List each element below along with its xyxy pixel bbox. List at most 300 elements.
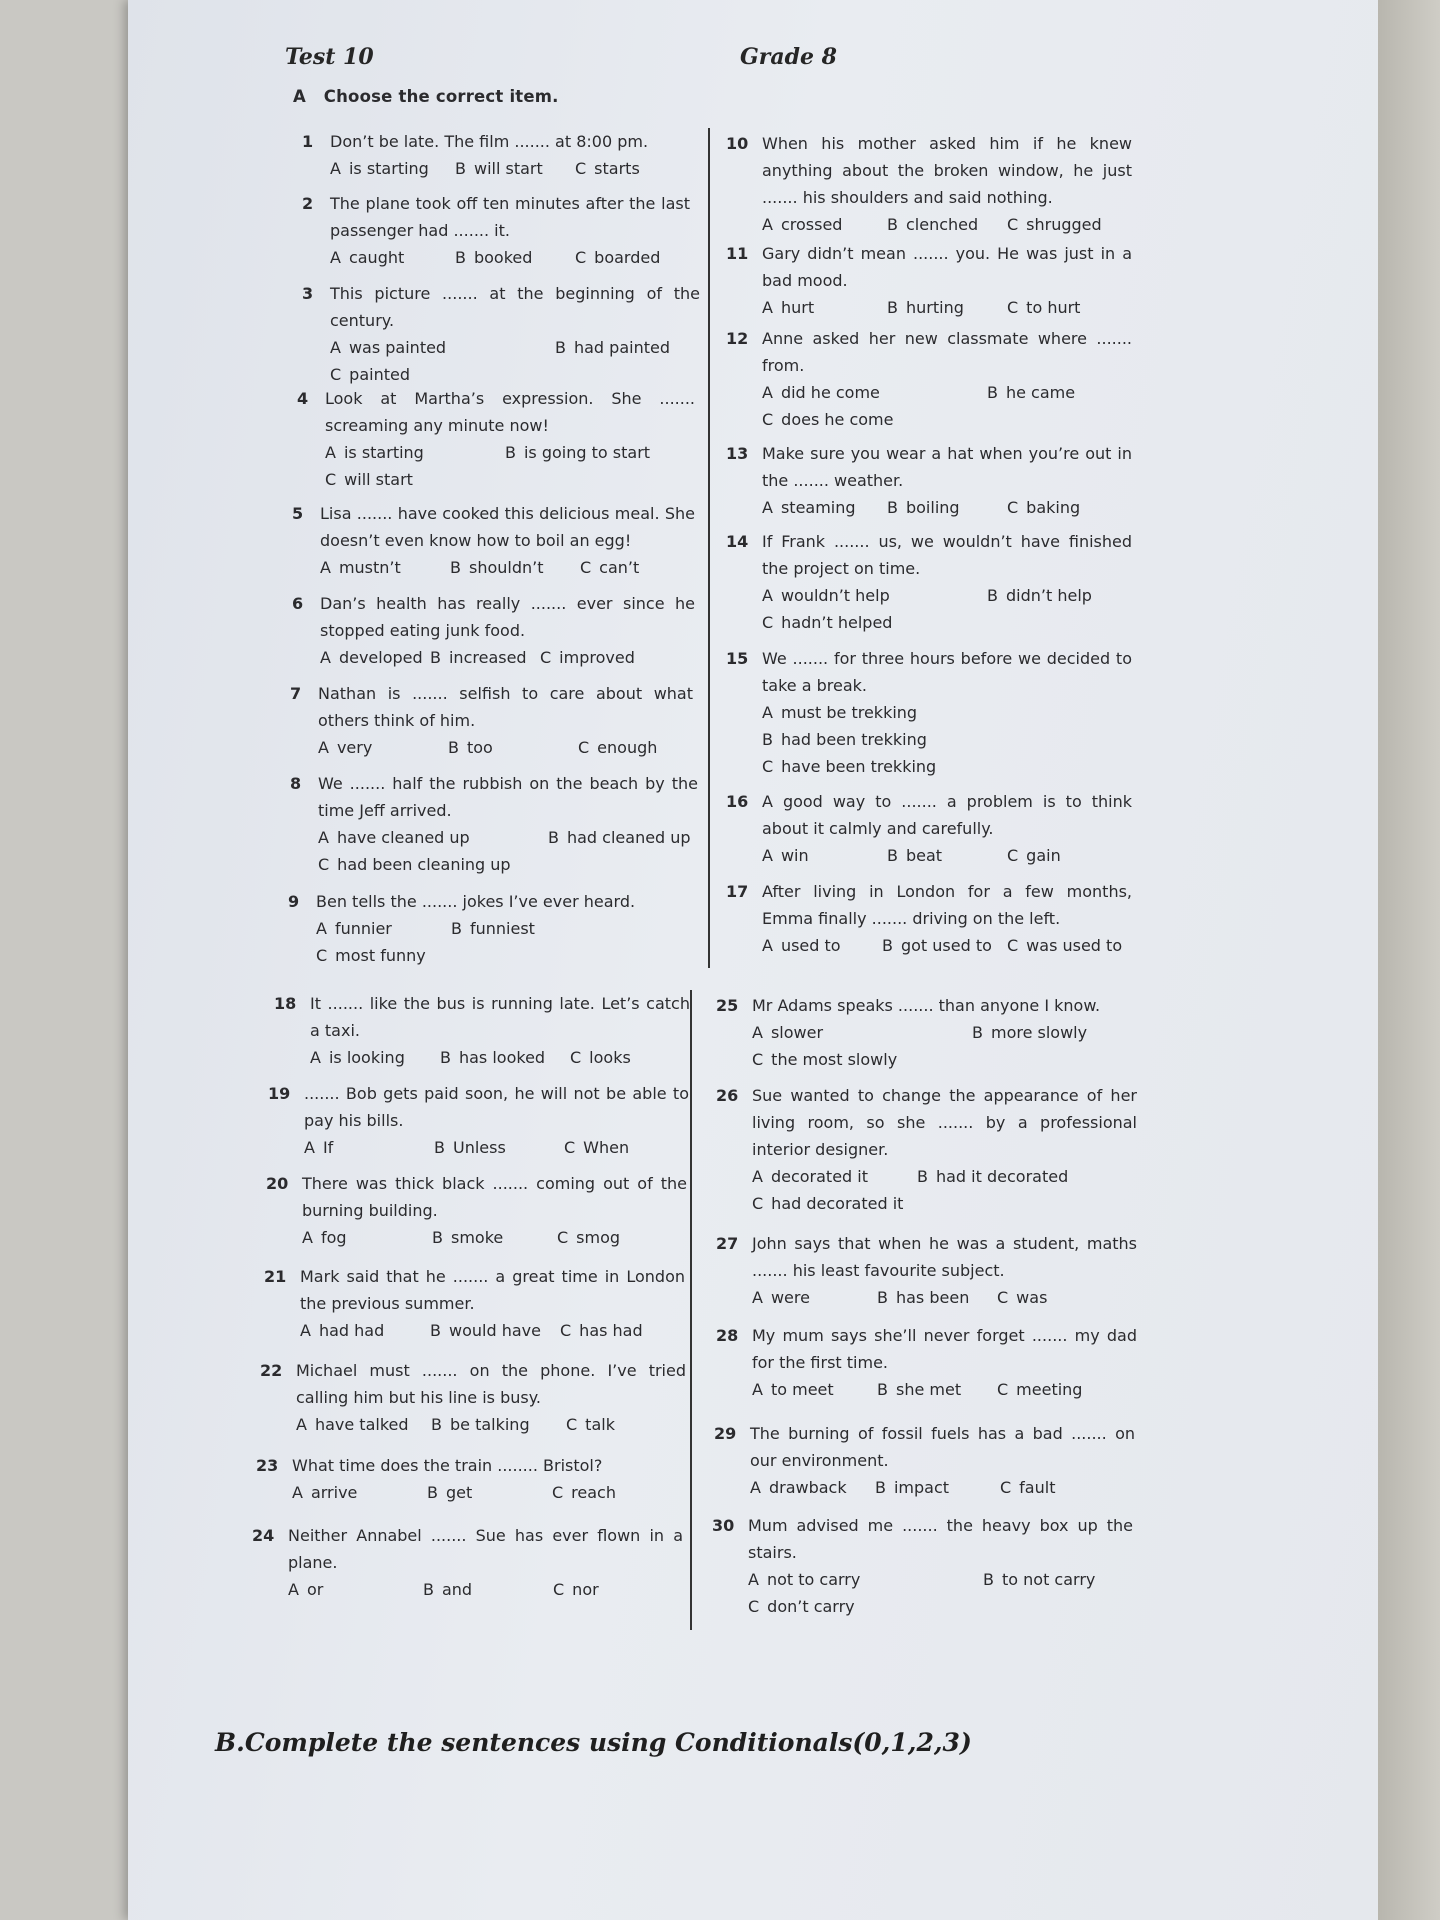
question-3 bbox=[302, 280, 700, 388]
answer-option-b[interactable] bbox=[434, 1134, 564, 1161]
answer-options bbox=[752, 1284, 1137, 1311]
answer-options bbox=[302, 1224, 687, 1251]
option-letter: B bbox=[434, 1138, 445, 1157]
option-letter: A bbox=[762, 846, 773, 865]
question-number: 3 bbox=[302, 284, 314, 303]
question-number: 15 bbox=[726, 649, 749, 668]
option-letter: C bbox=[553, 1580, 565, 1599]
question-stem: Mark said that he ....... a great time in London the previous summer. bbox=[300, 1267, 685, 1313]
question-number: 18 bbox=[274, 994, 297, 1013]
option-text: had it decorated bbox=[935, 1167, 1069, 1186]
option-letter: A bbox=[762, 586, 773, 605]
option-text: talk bbox=[585, 1415, 615, 1434]
answer-option-b[interactable] bbox=[983, 1566, 1133, 1593]
option-letter: B bbox=[451, 919, 462, 938]
section-b-heading: B.Complete the sentences using Conditionals(0,1,2,3) bbox=[215, 1728, 972, 1757]
column-divider bbox=[708, 128, 710, 968]
question-2 bbox=[302, 190, 690, 271]
option-letter: C bbox=[560, 1321, 572, 1340]
option-letter: C bbox=[762, 613, 774, 632]
option-letter: B bbox=[983, 1570, 994, 1589]
answer-option-c[interactable] bbox=[575, 155, 685, 182]
answer-option-c[interactable] bbox=[762, 609, 893, 636]
option-text: must be trekking bbox=[780, 703, 918, 722]
answer-option-a[interactable] bbox=[752, 1019, 972, 1046]
option-text: mustn’t bbox=[338, 558, 401, 577]
option-letter: C bbox=[330, 365, 342, 384]
answer-option-a[interactable] bbox=[296, 1411, 431, 1438]
option-text: slower bbox=[770, 1023, 824, 1042]
answer-option-c[interactable] bbox=[762, 753, 1062, 780]
question-stem: What time does the train ........ Bristol? bbox=[292, 1456, 603, 1475]
question-number: 14 bbox=[726, 532, 749, 551]
question-number: 22 bbox=[260, 1361, 283, 1380]
option-letter: A bbox=[325, 443, 336, 462]
answer-option-a[interactable] bbox=[300, 1317, 430, 1344]
question-1 bbox=[302, 128, 690, 182]
answer-option-b[interactable] bbox=[427, 1479, 552, 1506]
answer-option-c[interactable] bbox=[997, 1376, 1107, 1403]
answer-option-b[interactable] bbox=[917, 1163, 1097, 1190]
option-letter: A bbox=[330, 338, 341, 357]
option-text: and bbox=[441, 1580, 473, 1599]
question-number: 30 bbox=[712, 1516, 735, 1535]
answer-option-c[interactable] bbox=[748, 1593, 868, 1620]
question-stem: ....... Bob gets paid soon, he will not be able to pay his bills. bbox=[304, 1084, 689, 1130]
answer-option-a[interactable] bbox=[762, 494, 887, 521]
answer-option-b[interactable] bbox=[887, 842, 1007, 869]
option-text: smoke bbox=[450, 1228, 504, 1247]
answer-option-b[interactable] bbox=[877, 1284, 997, 1311]
option-text: meeting bbox=[1016, 1380, 1083, 1399]
option-letter: B bbox=[555, 338, 566, 357]
option-text: have cleaned up bbox=[336, 828, 470, 847]
answer-option-b[interactable] bbox=[431, 1411, 566, 1438]
option-text: enough bbox=[597, 738, 658, 757]
question-stem: There was thick black ....... coming out of the burning building. bbox=[302, 1174, 687, 1220]
answer-option-c[interactable] bbox=[578, 734, 688, 761]
answer-option-a[interactable] bbox=[762, 842, 887, 869]
answer-option-a[interactable] bbox=[310, 1044, 440, 1071]
answer-option-a[interactable] bbox=[752, 1376, 877, 1403]
option-text: has looked bbox=[458, 1048, 546, 1067]
option-letter: B bbox=[432, 1228, 443, 1247]
answer-option-b[interactable] bbox=[887, 294, 1007, 321]
option-letter: C bbox=[1007, 936, 1019, 955]
answer-options bbox=[330, 244, 690, 271]
answer-option-a[interactable] bbox=[304, 1134, 434, 1161]
answer-option-c[interactable] bbox=[318, 851, 511, 878]
answer-options bbox=[762, 211, 1132, 238]
question-15 bbox=[726, 645, 1132, 780]
answer-option-c[interactable] bbox=[564, 1134, 674, 1161]
answer-option-a[interactable] bbox=[762, 582, 987, 609]
question-stem: It ....... like the bus is running late. Let’s catch a taxi. bbox=[310, 994, 690, 1040]
question-number: 8 bbox=[290, 774, 302, 793]
question-number: 25 bbox=[716, 996, 739, 1015]
option-text: does he come bbox=[781, 410, 894, 429]
option-text: crossed bbox=[780, 215, 843, 234]
question-stem: My mum says she’ll never forget ....... my dad for the first time. bbox=[752, 1326, 1137, 1372]
option-letter: A bbox=[762, 936, 773, 955]
answer-option-c[interactable] bbox=[570, 1044, 680, 1071]
answer-option-a[interactable] bbox=[330, 244, 455, 271]
question-stem: Anne asked her new classmate where ....... from. bbox=[762, 329, 1132, 375]
answer-options bbox=[762, 494, 1132, 521]
question-stem: Sue wanted to change the appearance of her living room, so she ....... by a professional interior designer. bbox=[752, 1086, 1137, 1159]
option-text: more slowly bbox=[990, 1023, 1088, 1042]
option-letter: A bbox=[300, 1321, 311, 1340]
option-letter: A bbox=[320, 558, 331, 577]
option-text: fault bbox=[1019, 1478, 1056, 1497]
option-letter: C bbox=[316, 946, 328, 965]
option-letter: A bbox=[310, 1048, 321, 1067]
option-text: is looking bbox=[328, 1048, 405, 1067]
option-text: have talked bbox=[314, 1415, 409, 1434]
question-22 bbox=[260, 1357, 686, 1438]
answer-option-a[interactable] bbox=[762, 932, 882, 959]
question-stem: Make sure you wear a hat when you’re out in the ....... weather. bbox=[762, 444, 1132, 490]
option-letter: A bbox=[762, 703, 773, 722]
answer-option-b[interactable] bbox=[430, 1317, 560, 1344]
option-text: hurt bbox=[780, 298, 815, 317]
option-letter: B bbox=[430, 648, 441, 667]
option-letter: B bbox=[455, 248, 466, 267]
option-letter: A bbox=[762, 498, 773, 517]
option-text: don’t carry bbox=[767, 1597, 855, 1616]
option-letter: A bbox=[750, 1478, 761, 1497]
question-5 bbox=[292, 500, 695, 581]
option-letter: B bbox=[882, 936, 893, 955]
option-text: will start bbox=[473, 159, 543, 178]
question-number: 16 bbox=[726, 792, 749, 811]
option-text: steaming bbox=[780, 498, 856, 517]
option-letter: B bbox=[972, 1023, 983, 1042]
answer-option-c[interactable] bbox=[997, 1284, 1107, 1311]
option-letter: A bbox=[748, 1570, 759, 1589]
answer-option-b[interactable] bbox=[875, 1474, 1000, 1501]
answer-option-a[interactable] bbox=[316, 915, 451, 942]
option-letter: B bbox=[887, 215, 898, 234]
answer-option-a[interactable] bbox=[762, 211, 887, 238]
option-text: got used to bbox=[900, 936, 992, 955]
question-stem: Dan’s health has really ....... ever since he stopped eating junk food. bbox=[320, 594, 695, 640]
question-23 bbox=[256, 1452, 682, 1506]
question-number: 26 bbox=[716, 1086, 739, 1105]
question-number: 29 bbox=[714, 1424, 737, 1443]
question-stem: John says that when he was a student, maths ....... his least favourite subject. bbox=[752, 1234, 1137, 1280]
answer-option-a[interactable] bbox=[318, 824, 548, 851]
answer-option-c[interactable] bbox=[752, 1190, 904, 1217]
option-text: looks bbox=[589, 1048, 631, 1067]
question-stem: Nathan is ....... selfish to care about what others think of him. bbox=[318, 684, 693, 730]
option-text: baking bbox=[1026, 498, 1081, 517]
option-letter: C bbox=[575, 159, 587, 178]
option-letter: C bbox=[997, 1288, 1009, 1307]
option-text: hadn’t helped bbox=[781, 613, 893, 632]
question-number: 17 bbox=[726, 882, 749, 901]
question-stem: Gary didn’t mean ....... you. He was just in a bad mood. bbox=[762, 244, 1132, 290]
answer-option-c[interactable] bbox=[752, 1046, 898, 1073]
answer-option-a[interactable] bbox=[752, 1163, 917, 1190]
answer-option-c[interactable] bbox=[1007, 494, 1117, 521]
question-29 bbox=[714, 1420, 1135, 1501]
question-stem: Don’t be late. The film ....... at 8:00 pm. bbox=[330, 132, 649, 151]
answer-option-c[interactable] bbox=[540, 644, 660, 671]
option-text: drawback bbox=[768, 1478, 847, 1497]
option-letter: A bbox=[302, 1228, 313, 1247]
option-text: get bbox=[445, 1483, 473, 1502]
question-number: 10 bbox=[726, 134, 749, 153]
option-letter: B bbox=[427, 1483, 438, 1502]
question-13 bbox=[726, 440, 1132, 521]
question-stem: When his mother asked him if he knew anything about the broken window, he just ....... his shoulders and said nothing. bbox=[762, 134, 1132, 207]
option-letter: C bbox=[566, 1415, 578, 1434]
option-text: used to bbox=[780, 936, 841, 955]
option-letter: A bbox=[292, 1483, 303, 1502]
answer-option-c[interactable] bbox=[552, 1479, 662, 1506]
answer-options bbox=[752, 1376, 1137, 1403]
option-letter: A bbox=[762, 298, 773, 317]
answer-option-c[interactable] bbox=[325, 466, 445, 493]
answer-options bbox=[752, 1019, 1137, 1073]
answer-option-a[interactable] bbox=[288, 1576, 423, 1603]
option-letter: C bbox=[1000, 1478, 1012, 1497]
option-text: he came bbox=[1005, 383, 1076, 402]
question-number: 7 bbox=[290, 684, 302, 703]
option-letter: A bbox=[762, 215, 773, 234]
answer-option-c[interactable] bbox=[566, 1411, 676, 1438]
option-text: Unless bbox=[452, 1138, 506, 1157]
answer-options bbox=[325, 439, 695, 493]
answer-option-b[interactable] bbox=[887, 494, 1007, 521]
answer-option-b[interactable] bbox=[882, 932, 1007, 959]
answer-option-b[interactable] bbox=[448, 734, 578, 761]
question-stem: We ....... half the rubbish on the beach by the time Jeff arrived. bbox=[318, 774, 698, 820]
option-text: impact bbox=[893, 1478, 950, 1497]
answer-option-a[interactable] bbox=[330, 155, 455, 182]
option-letter: C bbox=[1007, 846, 1019, 865]
answer-option-b[interactable] bbox=[451, 915, 581, 942]
answer-option-c[interactable] bbox=[1007, 842, 1117, 869]
option-text: was used to bbox=[1026, 936, 1123, 955]
option-letter: A bbox=[296, 1415, 307, 1434]
answer-option-a[interactable] bbox=[320, 644, 430, 671]
answer-options bbox=[330, 334, 700, 388]
option-text: reach bbox=[571, 1483, 616, 1502]
option-letter: B bbox=[877, 1288, 888, 1307]
answer-option-a[interactable] bbox=[748, 1566, 983, 1593]
option-letter: B bbox=[987, 586, 998, 605]
answer-option-c[interactable] bbox=[330, 361, 450, 388]
option-text: boiling bbox=[905, 498, 960, 517]
option-text: clenched bbox=[905, 215, 979, 234]
option-text: boarded bbox=[594, 248, 661, 267]
answer-options bbox=[762, 379, 1132, 433]
option-letter: C bbox=[570, 1048, 582, 1067]
option-text: to meet bbox=[770, 1380, 834, 1399]
answer-options bbox=[750, 1474, 1135, 1501]
option-letter: C bbox=[580, 558, 592, 577]
answer-option-c[interactable] bbox=[553, 1576, 663, 1603]
option-letter: C bbox=[557, 1228, 569, 1247]
answer-option-b[interactable] bbox=[555, 334, 695, 361]
option-text: is starting bbox=[348, 159, 429, 178]
answer-option-c[interactable] bbox=[580, 554, 690, 581]
option-text: arrive bbox=[310, 1483, 358, 1502]
answer-option-b[interactable] bbox=[548, 824, 698, 851]
question-number: 1 bbox=[302, 132, 314, 151]
answer-option-a[interactable] bbox=[302, 1224, 432, 1251]
answer-option-a[interactable] bbox=[330, 334, 555, 361]
option-letter: A bbox=[318, 738, 329, 757]
option-text: gain bbox=[1026, 846, 1061, 865]
answer-option-c[interactable] bbox=[1007, 932, 1127, 959]
option-letter: B bbox=[455, 159, 466, 178]
option-text: When bbox=[583, 1138, 630, 1157]
answer-option-c[interactable] bbox=[316, 942, 436, 969]
answer-option-b[interactable] bbox=[505, 439, 685, 466]
option-text: can’t bbox=[599, 558, 640, 577]
option-letter: B bbox=[875, 1478, 886, 1497]
answer-option-b[interactable] bbox=[762, 726, 1062, 753]
question-stem: Look at Martha’s expression. She ....... screaming any minute now! bbox=[325, 389, 695, 435]
question-20 bbox=[266, 1170, 687, 1251]
question-stem: Mr Adams speaks ....... than anyone I know. bbox=[752, 996, 1101, 1015]
option-letter: C bbox=[752, 1194, 764, 1213]
option-text: would have bbox=[448, 1321, 541, 1340]
option-letter: B bbox=[423, 1580, 434, 1599]
option-letter: C bbox=[1007, 498, 1019, 517]
answer-options bbox=[304, 1134, 689, 1161]
answer-option-c[interactable] bbox=[560, 1317, 670, 1344]
answer-option-c[interactable] bbox=[1007, 211, 1117, 238]
question-21 bbox=[264, 1263, 685, 1344]
answer-options bbox=[748, 1566, 1133, 1620]
option-letter: C bbox=[762, 757, 774, 776]
option-text: developed bbox=[338, 648, 423, 667]
option-letter: C bbox=[325, 470, 337, 489]
answer-option-a[interactable] bbox=[325, 439, 505, 466]
option-text: had been cleaning up bbox=[337, 855, 511, 874]
answer-option-a[interactable] bbox=[318, 734, 448, 761]
answer-option-b[interactable] bbox=[987, 582, 1127, 609]
option-text: was painted bbox=[348, 338, 447, 357]
answer-option-a[interactable] bbox=[320, 554, 450, 581]
question-number: 19 bbox=[268, 1084, 291, 1103]
question-number: 23 bbox=[256, 1456, 279, 1475]
option-text: not to carry bbox=[766, 1570, 861, 1589]
option-letter: A bbox=[320, 648, 331, 667]
option-text: funniest bbox=[469, 919, 535, 938]
answer-option-b[interactable] bbox=[423, 1576, 553, 1603]
question-stem: This picture ....... at the beginning of the century. bbox=[330, 284, 700, 330]
answer-option-a[interactable] bbox=[762, 699, 1062, 726]
answer-options bbox=[318, 734, 693, 761]
option-text: booked bbox=[473, 248, 533, 267]
answer-option-b[interactable] bbox=[972, 1019, 1122, 1046]
option-text: hurting bbox=[905, 298, 964, 317]
table-background bbox=[1378, 0, 1440, 1920]
question-25 bbox=[716, 992, 1137, 1073]
option-text: smog bbox=[576, 1228, 621, 1247]
question-number: 13 bbox=[726, 444, 749, 463]
option-text: were bbox=[770, 1288, 810, 1307]
option-letter: B bbox=[887, 846, 898, 865]
option-letter: B bbox=[450, 558, 461, 577]
answer-option-b[interactable] bbox=[877, 1376, 997, 1403]
option-text: is going to start bbox=[523, 443, 651, 462]
answer-options bbox=[762, 294, 1132, 321]
answer-option-a[interactable] bbox=[762, 379, 987, 406]
answer-option-a[interactable] bbox=[292, 1479, 427, 1506]
question-stem: Mum advised me ....... the heavy box up the stairs. bbox=[748, 1516, 1133, 1562]
question-4 bbox=[297, 385, 695, 493]
option-letter: A bbox=[318, 828, 329, 847]
question-30 bbox=[712, 1512, 1133, 1620]
question-27 bbox=[716, 1230, 1137, 1311]
option-letter: B bbox=[917, 1167, 928, 1186]
question-18 bbox=[274, 990, 690, 1071]
answer-option-b[interactable] bbox=[887, 211, 1007, 238]
answer-option-c[interactable] bbox=[762, 406, 894, 433]
option-text: increased bbox=[448, 648, 527, 667]
answer-option-a[interactable] bbox=[762, 294, 887, 321]
question-number: 9 bbox=[288, 892, 300, 911]
answer-options bbox=[320, 554, 695, 581]
answer-option-b[interactable] bbox=[455, 244, 575, 271]
answer-options bbox=[288, 1576, 683, 1603]
answer-option-a[interactable] bbox=[750, 1474, 875, 1501]
option-text: is starting bbox=[343, 443, 424, 462]
answer-option-c[interactable] bbox=[557, 1224, 667, 1251]
option-letter: A bbox=[762, 383, 773, 402]
question-number: 20 bbox=[266, 1174, 289, 1193]
option-text: has had bbox=[579, 1321, 643, 1340]
question-stem: The plane took off ten minutes after the last passenger had ....... it. bbox=[330, 194, 690, 240]
option-text: funnier bbox=[334, 919, 392, 938]
option-letter: C bbox=[318, 855, 330, 874]
option-text: had had bbox=[318, 1321, 385, 1340]
answer-options bbox=[310, 1044, 690, 1071]
answer-options bbox=[296, 1411, 686, 1438]
option-text: the most slowly bbox=[771, 1050, 898, 1069]
option-letter: C bbox=[552, 1483, 564, 1502]
answer-option-b[interactable] bbox=[455, 155, 575, 182]
option-letter: C bbox=[564, 1138, 576, 1157]
answer-option-b[interactable] bbox=[432, 1224, 557, 1251]
option-letter: A bbox=[752, 1288, 763, 1307]
answer-option-c[interactable] bbox=[1007, 294, 1117, 321]
option-text: or bbox=[306, 1580, 324, 1599]
answer-option-b[interactable] bbox=[987, 379, 1127, 406]
option-letter: C bbox=[1007, 215, 1019, 234]
option-text: shrugged bbox=[1026, 215, 1102, 234]
option-text: caught bbox=[348, 248, 405, 267]
option-letter: C bbox=[748, 1597, 760, 1616]
answer-option-a[interactable] bbox=[752, 1284, 877, 1311]
answer-option-b[interactable] bbox=[450, 554, 580, 581]
answer-option-c[interactable] bbox=[575, 244, 685, 271]
question-14 bbox=[726, 528, 1132, 636]
answer-option-b[interactable] bbox=[440, 1044, 570, 1071]
question-stem: Neither Annabel ....... Sue has ever flown in a plane. bbox=[288, 1526, 683, 1572]
option-text: will start bbox=[344, 470, 413, 489]
question-11 bbox=[726, 240, 1132, 321]
question-10 bbox=[726, 130, 1132, 238]
answer-option-b[interactable] bbox=[430, 644, 540, 671]
answer-option-c[interactable] bbox=[1000, 1474, 1110, 1501]
